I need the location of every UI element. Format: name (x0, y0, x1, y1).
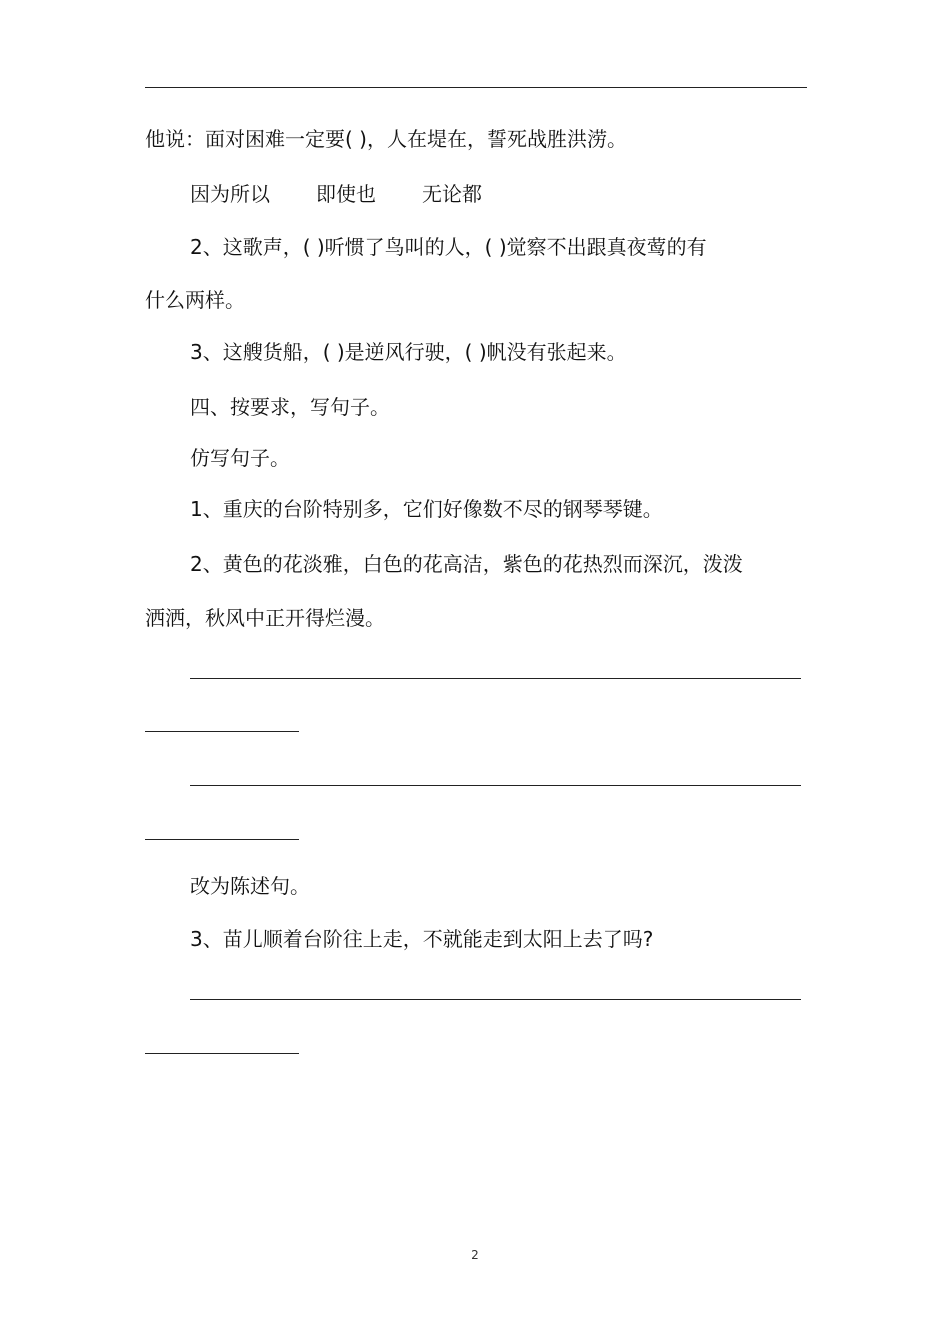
text-line: 3、这艘货船，( )是逆风行驶，( )帆没有张起来。 (190, 340, 627, 364)
text-line: 1、重庆的台阶特别多，它们好像数不尽的钢琴琴键。 (190, 497, 663, 521)
subheading: 改为陈述句。 (190, 874, 310, 898)
conjunction-options (190, 180, 855, 208)
text-line: 他说：面对困难一定要( )，人在堤在，誓死战胜洪涝。 (145, 127, 627, 151)
text-line: 什么两样。 (145, 288, 245, 312)
answer-line (145, 1053, 299, 1054)
answer-line (145, 731, 299, 732)
option-2: 即使也 (316, 182, 376, 206)
page-number: 2 (471, 1248, 479, 1262)
subheading: 仿写句子。 (190, 446, 290, 470)
answer-line (145, 839, 299, 840)
option-3: 无论都 (422, 182, 482, 206)
option-1: 因为所以 (190, 182, 270, 206)
answer-line (190, 999, 801, 1000)
text-line: 2、黄色的花淡雅，白色的花高洁，紫色的花热烈而深沉，泼泼 (190, 552, 743, 576)
answer-line (190, 678, 801, 679)
text-line: 洒洒，秋风中正开得烂漫。 (145, 606, 385, 630)
text-line: 2、这歌声，( )听惯了鸟叫的人，( )觉察不出跟真夜莺的有 (190, 235, 707, 259)
section-heading: 四、按要求，写句子。 (190, 395, 390, 419)
header-rule (145, 87, 807, 88)
text-line: 3、苗儿顺着台阶往上走，不就能走到太阳上去了吗? (190, 927, 654, 951)
answer-line (190, 785, 801, 786)
